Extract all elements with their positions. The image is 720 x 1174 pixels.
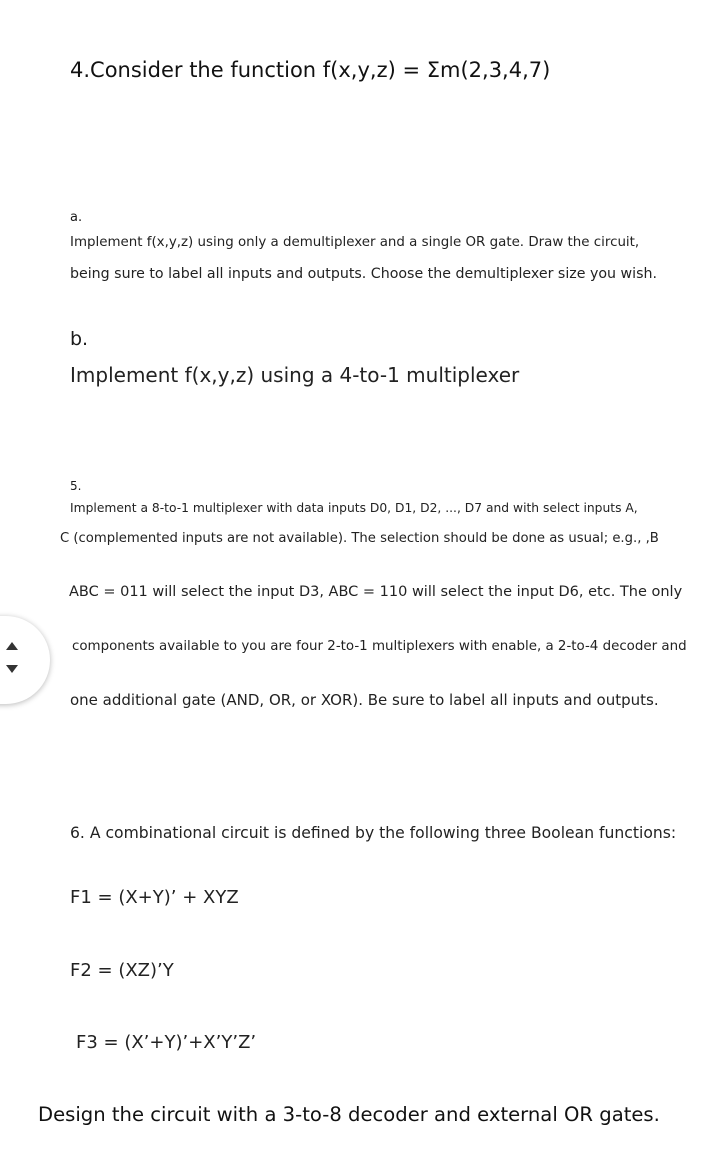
question-4-heading: 4.Consider the function f(x,y,z) = Σm(2,3,4,7) — [70, 58, 551, 82]
part-b-line-1: Implement f(x,y,z) using a 4-to-1 multiplexer — [70, 363, 520, 387]
triangle-down-icon[interactable] — [6, 665, 18, 673]
part-a-line-2: being sure to label all inputs and outputs. Choose the demultiplexer size you wish. — [70, 266, 657, 282]
function-f2: F2 = (XZ)’Y — [70, 960, 174, 981]
question-5-line-1: Implement a 8-to-1 multiplexer with data inputs D0, D1, D2, ..., D7 and with select inputs A, — [70, 501, 638, 515]
triangle-up-icon[interactable] — [6, 642, 18, 650]
question-6-intro: 6. A combinational circuit is defined by the following three Boolean functions: — [70, 824, 677, 842]
question-5-line-5: one additional gate (AND, OR, or XOR). Be sure to label all inputs and outputs. — [70, 691, 659, 709]
function-f1: F1 = (X+Y)’ + XYZ — [70, 887, 239, 908]
design-instruction: Design the circuit with a 3-to-8 decoder and external OR gates. — [38, 1103, 660, 1126]
question-5-line-3: ABC = 011 will select the input D3, ABC = 110 will select the input D6, etc. The only — [69, 584, 683, 600]
part-a-label: a. — [70, 210, 83, 225]
question-5-label: 5. — [70, 479, 82, 493]
question-5-line-4: components available to you are four 2-to-1 multiplexers with enable, a 2-to-4 decoder and — [72, 639, 687, 654]
part-b-label: b. — [70, 328, 89, 350]
part-a-line-1: Implement f(x,y,z) using only a demultiplexer and a single OR gate. Draw the circuit, — [70, 235, 640, 250]
question-5-line-2: C (complemented inputs are not available). The selection should be done as usual; e.g., ,B — [60, 531, 659, 546]
scroll-control[interactable] — [0, 616, 50, 704]
function-f3: F3 = (X’+Y)’+X’Y’Z’ — [76, 1032, 257, 1053]
